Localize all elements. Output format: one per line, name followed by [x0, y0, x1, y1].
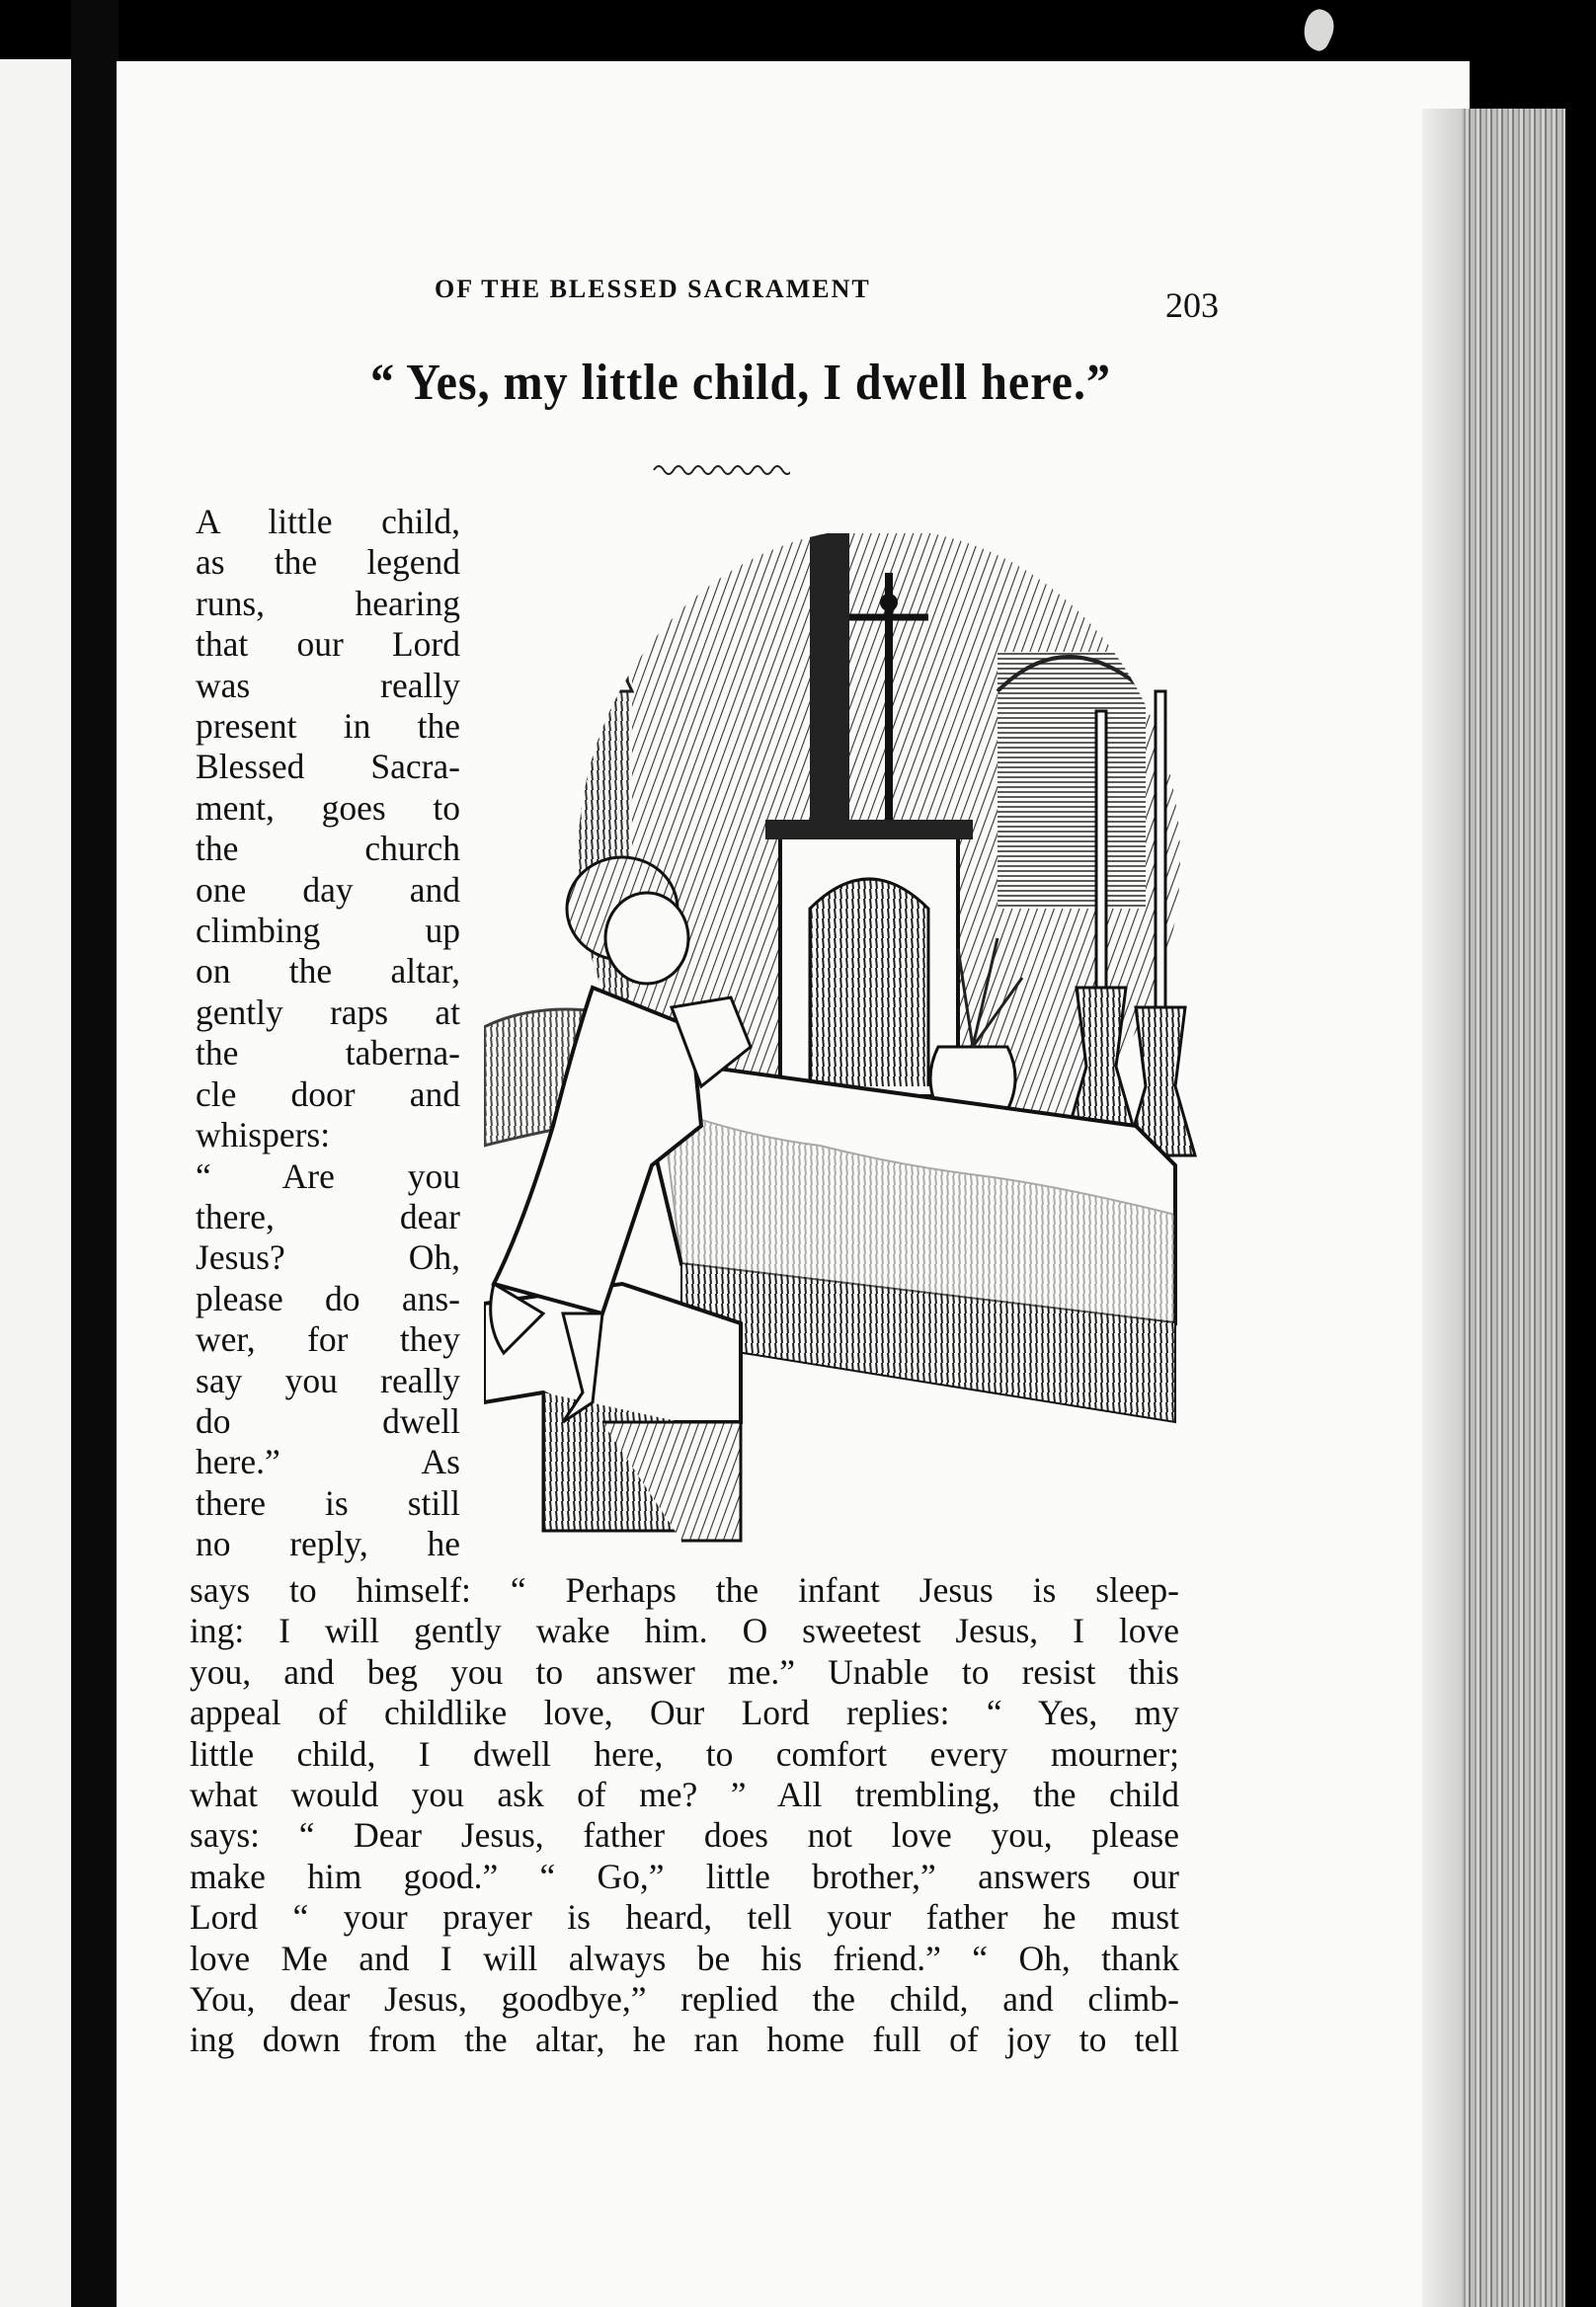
text-line: runs, hearing [196, 583, 460, 623]
text-line: love Me and I will always be his friend.” “ Oh, thank [190, 1938, 1179, 1978]
text-line: appeal of childlike love, Our Lord replies: “ Yes, my [190, 1693, 1179, 1733]
text-line: Blessed Sacra- [196, 747, 460, 787]
narrow-text-column [196, 502, 460, 1565]
paper-speck [1297, 6, 1340, 54]
text-line: wer, for they [196, 1319, 460, 1360]
running-head: OF THE BLESSED SACRAMENT [435, 275, 871, 303]
text-line: no reply, he [196, 1524, 460, 1564]
text-line: ing down from the altar, he ran home full of joy to tell [190, 2020, 1179, 2060]
text-line: ing: I will gently wake him. O sweetest Jesus, I love [190, 1611, 1179, 1651]
story-title: “ Yes, my little child, I dwell here.” [370, 354, 1111, 412]
text-line: “ Are you [196, 1155, 460, 1196]
text-line: cle door and [196, 1074, 460, 1114]
text-line: do dwell [196, 1400, 460, 1441]
text-line: the taberna- [196, 1033, 460, 1074]
text-line: You, dear Jesus, goodbye,” replied the child, and climb- [190, 1979, 1179, 2020]
text-line: one day and [196, 869, 460, 910]
text-line: present in the [196, 706, 460, 747]
text-line: that our Lord [196, 624, 460, 665]
text-line: here.” As [196, 1442, 460, 1482]
text-line: ment, goes to [196, 787, 460, 828]
text-line: climbing up [196, 911, 460, 951]
text-line: says to himself: “ Perhaps the infant Jesus is sleep- [190, 1570, 1179, 1610]
text-line: what would you ask of me? ” All trembling, the child [190, 1775, 1179, 1815]
book-gutter [71, 0, 119, 2307]
text-line: as the legend [196, 542, 460, 583]
text-line: there is still [196, 1482, 460, 1523]
text-line: there, dear [196, 1196, 460, 1236]
page-edge-shadow [1422, 109, 1462, 2307]
background-right [1565, 0, 1596, 2307]
text-line: was really [196, 665, 460, 705]
text-line: gently raps at [196, 992, 460, 1032]
text-line: please do ans- [196, 1278, 460, 1318]
text-line: make him good.” “ Go,” little brother,” answers our [190, 1856, 1179, 1896]
engraving-child-at-altar [484, 533, 1205, 1551]
text-line: Jesus? Oh, [196, 1237, 460, 1278]
text-line: on the altar, [196, 951, 460, 992]
text-line: Lord “ your prayer is heard, tell your father he must [190, 1897, 1179, 1938]
text-line: A little child, [196, 502, 460, 541]
text-line: the church [196, 829, 460, 869]
text-line: you, and beg you to answer me.” Unable to resist this [190, 1651, 1179, 1692]
full-text-column [190, 1570, 1179, 2061]
left-page-edge [0, 59, 71, 2307]
page-number: 203 [1165, 285, 1219, 325]
text-line: say you really [196, 1360, 460, 1400]
text-line: little child, I dwell here, to comfort every mourner; [190, 1733, 1179, 1774]
text-line: whispers: [196, 1115, 331, 1155]
text-line: says: “ Dear Jesus, father does not love you, please [190, 1815, 1179, 1856]
wavy-rule-ornament [652, 458, 790, 478]
